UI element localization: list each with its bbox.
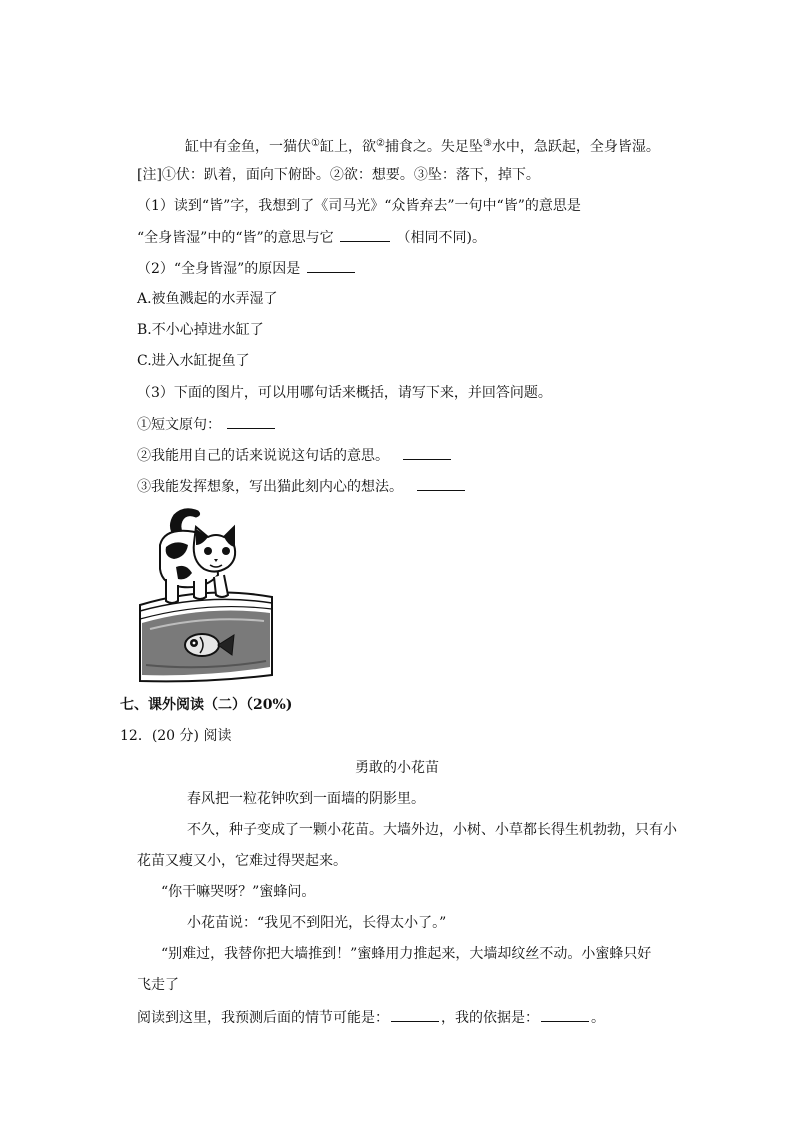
prediction-question <box>137 1007 605 1028</box>
question-3-sub-1 <box>137 414 277 435</box>
story-paragraph-5-line-1: “别难过，我替你把大墙推到！”蜜蜂用力推起来，大墙却纹丝不动。小蜜蜂只好 <box>161 946 652 962</box>
prediction-text-a: 阅读到这里，我预测后面的情节可能是： <box>137 1010 389 1026</box>
question-3-sub-2 <box>137 445 453 466</box>
answer-blank[interactable] <box>403 445 451 460</box>
annotation-note: [注]①伏：趴着，面向下俯卧。②欲：想要。③坠：落下，掉下。 <box>137 167 540 183</box>
option-b: B.不小心掉进水缸了 <box>137 322 264 338</box>
story-paragraph-4: 小花苗说：“我见不到阳光，长得太小了。” <box>187 915 447 931</box>
story-paragraph-2-line-2: 花苗又瘦又小，它难过得哭起来。 <box>137 853 347 869</box>
question-12-label: 12．(20 分) 阅读 <box>120 728 232 744</box>
question-3-sub-3-text: ③我能发挥想象，写出猫此刻内心的想法。 <box>137 479 403 495</box>
cat-and-fish-bowl-illustration <box>136 505 278 689</box>
question-3-sub-1-text: ①短文原句： <box>137 417 221 433</box>
passage-seg2: 缸上，欲 <box>319 139 376 155</box>
footnote-mark-2: ② <box>375 138 385 149</box>
story-paragraph-1: 春风把一粒花钟吹到一面墙的阴影里。 <box>187 791 425 807</box>
option-c: C.进入水缸捉鱼了 <box>137 353 250 369</box>
footnote-mark-1: ① <box>311 138 320 149</box>
question-2-text: （2）“全身皆湿”的原因是 <box>137 261 301 277</box>
story-paragraph-3: “你干嘛哭呀？”蜜蜂问。 <box>161 884 316 900</box>
answer-blank[interactable] <box>417 476 465 491</box>
footnote-mark-3: ③ <box>482 138 492 149</box>
story-paragraph-5-line-2: 飞走了 <box>137 977 179 993</box>
passage-seg4: 水中，急跃起，全身皆湿。 <box>491 139 660 155</box>
answer-blank[interactable] <box>541 1007 589 1022</box>
question-3-stem: （3）下面的图片，可以用哪句话来概括，请写下来，并回答问题。 <box>137 385 552 401</box>
question-3-sub-3 <box>137 476 467 497</box>
question-3-sub-2-text: ②我能用自己的话来说说这句话的意思。 <box>137 448 389 464</box>
prediction-text-c: 。 <box>591 1010 605 1026</box>
section-heading: 七、课外阅读（二）（20%) <box>120 697 293 713</box>
passage-line <box>185 134 660 157</box>
question-2-stem <box>137 258 357 279</box>
answer-blank[interactable] <box>227 414 275 429</box>
question-1-text-a: “全身皆湿”中的“皆”的意思与它 <box>137 230 334 246</box>
question-1-line-1: （1）读到“皆”字，我想到了《司马光》“众皆弃去”一句中“皆”的意思是 <box>137 198 581 214</box>
option-a: A.被鱼溅起的水弄湿了 <box>137 291 278 307</box>
question-1-text-b: （相同不同)。 <box>396 230 487 246</box>
story-title: 勇敢的小花苗 <box>355 760 439 776</box>
answer-blank[interactable] <box>307 258 355 273</box>
passage-seg3: 捕食之。失足坠 <box>384 139 483 155</box>
prediction-text-b: ，我的依据是： <box>441 1010 539 1026</box>
answer-blank[interactable] <box>391 1007 439 1022</box>
passage-seg1: 缸中有金鱼，一猫伏 <box>185 139 311 155</box>
story-paragraph-2-line-1: 不久，种子变成了一颗小花苗。大墙外边，小树、小草都长得生机勃勃，只有小 <box>187 822 677 838</box>
question-1-line-2 <box>137 227 486 248</box>
answer-blank[interactable] <box>340 227 390 242</box>
